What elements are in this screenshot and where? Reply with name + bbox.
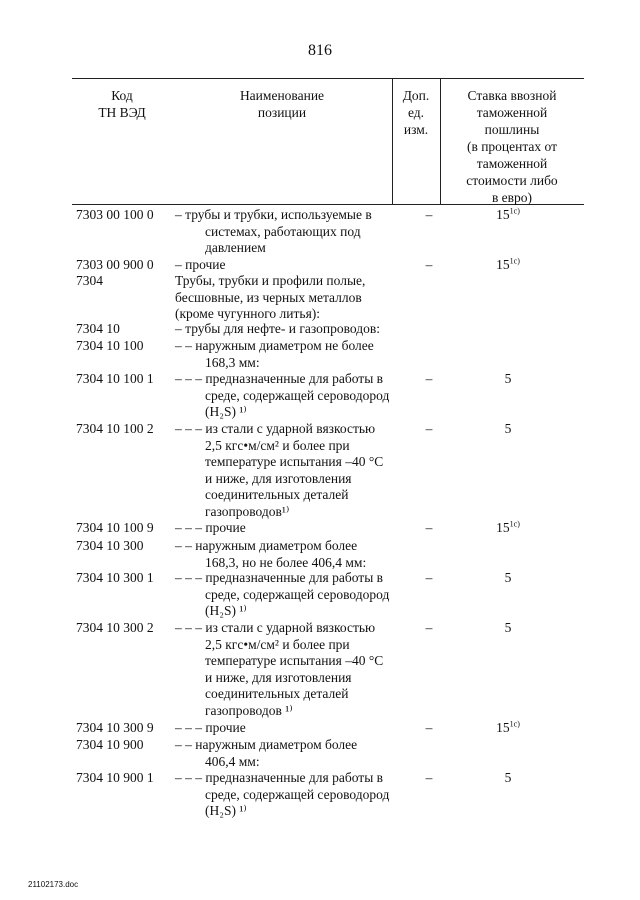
description-line: 2,5 кгс•м/см² и более при: [205, 636, 350, 652]
row-code: 7303 00 100 0: [76, 207, 154, 222]
description-line: – – наружным диаметром более: [175, 737, 358, 752]
rate-value: 15: [496, 207, 510, 222]
description-line: (кроме чугунного литья):: [175, 306, 321, 321]
row-rate: [478, 257, 538, 274]
row-code: 7304 10 900 1: [76, 770, 154, 785]
rate-note: 1c): [509, 719, 520, 729]
description-line: – – наружным диаметром не более: [175, 338, 374, 353]
rate-value: 5: [504, 620, 512, 635]
rate-value: 5: [504, 570, 512, 585]
header-rate-line: в евро): [491, 190, 533, 205]
row-description: [175, 538, 400, 571]
row-rate: [478, 207, 538, 224]
description-line: соединительных деталей: [205, 686, 349, 701]
description-line: (H₂S) ¹⁾: [205, 803, 247, 818]
description-line: среде, содержащей сероводород: [205, 387, 390, 403]
header-rate-line: (в процентах от: [466, 139, 558, 154]
rate-value: 5: [504, 421, 512, 436]
description-line: 2,5 кгс•м/см² и более при: [205, 437, 350, 453]
header-unit: [392, 87, 440, 138]
row-rate: [478, 570, 538, 587]
row-description: [175, 321, 400, 338]
rate-note: 1c): [509, 519, 520, 529]
row-unit: –: [425, 620, 433, 635]
header-name: [172, 87, 392, 121]
rate-note: 1c): [509, 256, 520, 266]
description-line: – трубы и трубки, используемые в: [175, 207, 372, 222]
description-line: среде, содержащей сероводород: [205, 586, 390, 602]
row-code: 7304: [76, 273, 103, 288]
page-number: 816: [308, 42, 332, 59]
header-name-line: позиции: [257, 105, 307, 120]
description-line: температуре испытания –40 °C: [205, 653, 384, 668]
header-rate: [440, 87, 584, 206]
description-line: – трубы для нефте- и газопроводов:: [175, 321, 380, 336]
row-code: 7304 10 100 2: [76, 421, 154, 436]
row-description: [175, 770, 400, 820]
description-line: давлением: [205, 240, 266, 255]
rate-value: 15: [496, 720, 510, 735]
row-rate: [478, 720, 538, 737]
description-line: – прочие: [175, 257, 226, 272]
description-line: – – – предназначенные для работы в: [175, 371, 384, 386]
description-line: системах, работающих под: [205, 223, 361, 239]
description-line: – – – из стали с ударной вязкостью: [175, 620, 376, 635]
description-line: газопроводов ¹⁾: [205, 702, 293, 718]
row-description: [175, 421, 400, 520]
description-line: и ниже, для изготовления: [205, 669, 352, 685]
row-code: 7303 00 900 0: [76, 257, 154, 272]
description-line: (H₂S) ¹⁾: [205, 603, 247, 618]
header-name-line: Наименование: [239, 88, 325, 103]
row-description: [175, 737, 400, 770]
rate-value: 5: [504, 770, 512, 785]
row-code: 7304 10 300 1: [76, 570, 154, 585]
header-code-line: ТН ВЭД: [98, 105, 146, 120]
row-unit: –: [425, 371, 433, 386]
description-line: 168,3 мм:: [205, 354, 260, 370]
description-line: среде, содержащей сероводород: [205, 786, 390, 802]
rate-value: 15: [496, 520, 510, 535]
row-unit: –: [425, 720, 433, 735]
row-description: [175, 720, 400, 737]
row-description: [175, 570, 400, 620]
description-line: Трубы, трубки и профили полые,: [175, 273, 366, 288]
table-header: [72, 78, 584, 205]
row-code: 7304 10 100: [76, 338, 144, 353]
footer-filename: 21102173.doc: [28, 880, 79, 889]
header-rate-line: таможенной: [476, 156, 548, 171]
row-code: 7304 10 300 9: [76, 720, 154, 735]
description-line: бесшовные, из черных металлов: [175, 289, 362, 305]
description-line: газопроводов¹⁾: [205, 503, 290, 519]
row-code: 7304 10: [76, 321, 120, 336]
description-line: 406,4 мм:: [205, 753, 260, 769]
header-rate-line: стоимости либо: [466, 173, 558, 188]
row-code: 7304 10 300: [76, 538, 144, 553]
row-description: [175, 338, 400, 371]
row-unit: –: [425, 207, 433, 222]
row-description: [175, 273, 400, 323]
row-code: 7304 10 100 9: [76, 520, 154, 535]
rate-value: 15: [496, 257, 510, 272]
description-line: температуре испытания –40 °C: [205, 454, 384, 469]
row-code: 7304 10 900: [76, 737, 144, 752]
row-rate: [478, 520, 538, 537]
row-unit: –: [425, 421, 433, 436]
description-line: – – – предназначенные для работы в: [175, 770, 384, 785]
description-line: – – – из стали с ударной вязкостью: [175, 421, 376, 436]
header-unit-line: ед.: [407, 105, 425, 120]
description-line: соединительных деталей: [205, 487, 349, 502]
row-unit: –: [425, 520, 433, 535]
row-rate: [478, 620, 538, 637]
row-description: [175, 207, 400, 257]
row-description: [175, 620, 400, 719]
description-line: – – – прочие: [175, 520, 246, 535]
description-line: 168,3, но не более 406,4 мм:: [205, 554, 367, 570]
row-rate: [478, 371, 538, 388]
description-line: (H₂S) ¹⁾: [205, 404, 247, 419]
description-line: – – – предназначенные для работы в: [175, 570, 384, 585]
header-rate-line: таможенной: [476, 105, 548, 120]
row-rate: [478, 770, 538, 787]
header-unit-line: изм.: [403, 122, 429, 137]
rate-value: 5: [504, 371, 512, 386]
header-code-line: Код: [111, 88, 133, 103]
header-rate-line: пошлины: [484, 122, 540, 137]
row-description: [175, 520, 400, 537]
row-unit: –: [425, 257, 433, 272]
header-code: [72, 87, 172, 121]
row-unit: –: [425, 770, 433, 785]
description-line: – – – прочие: [175, 720, 246, 735]
row-description: [175, 371, 400, 421]
row-rate: [478, 421, 538, 438]
row-description: [175, 257, 400, 274]
description-line: – – наружным диаметром более: [175, 538, 358, 553]
description-line: и ниже, для изготовления: [205, 470, 352, 486]
row-unit: –: [425, 570, 433, 585]
header-unit-line: Доп.: [402, 88, 430, 103]
header-rate-line: Ставка ввозной: [467, 88, 557, 103]
row-code: 7304 10 300 2: [76, 620, 154, 635]
row-code: 7304 10 100 1: [76, 371, 154, 386]
rate-note: 1c): [509, 206, 520, 216]
